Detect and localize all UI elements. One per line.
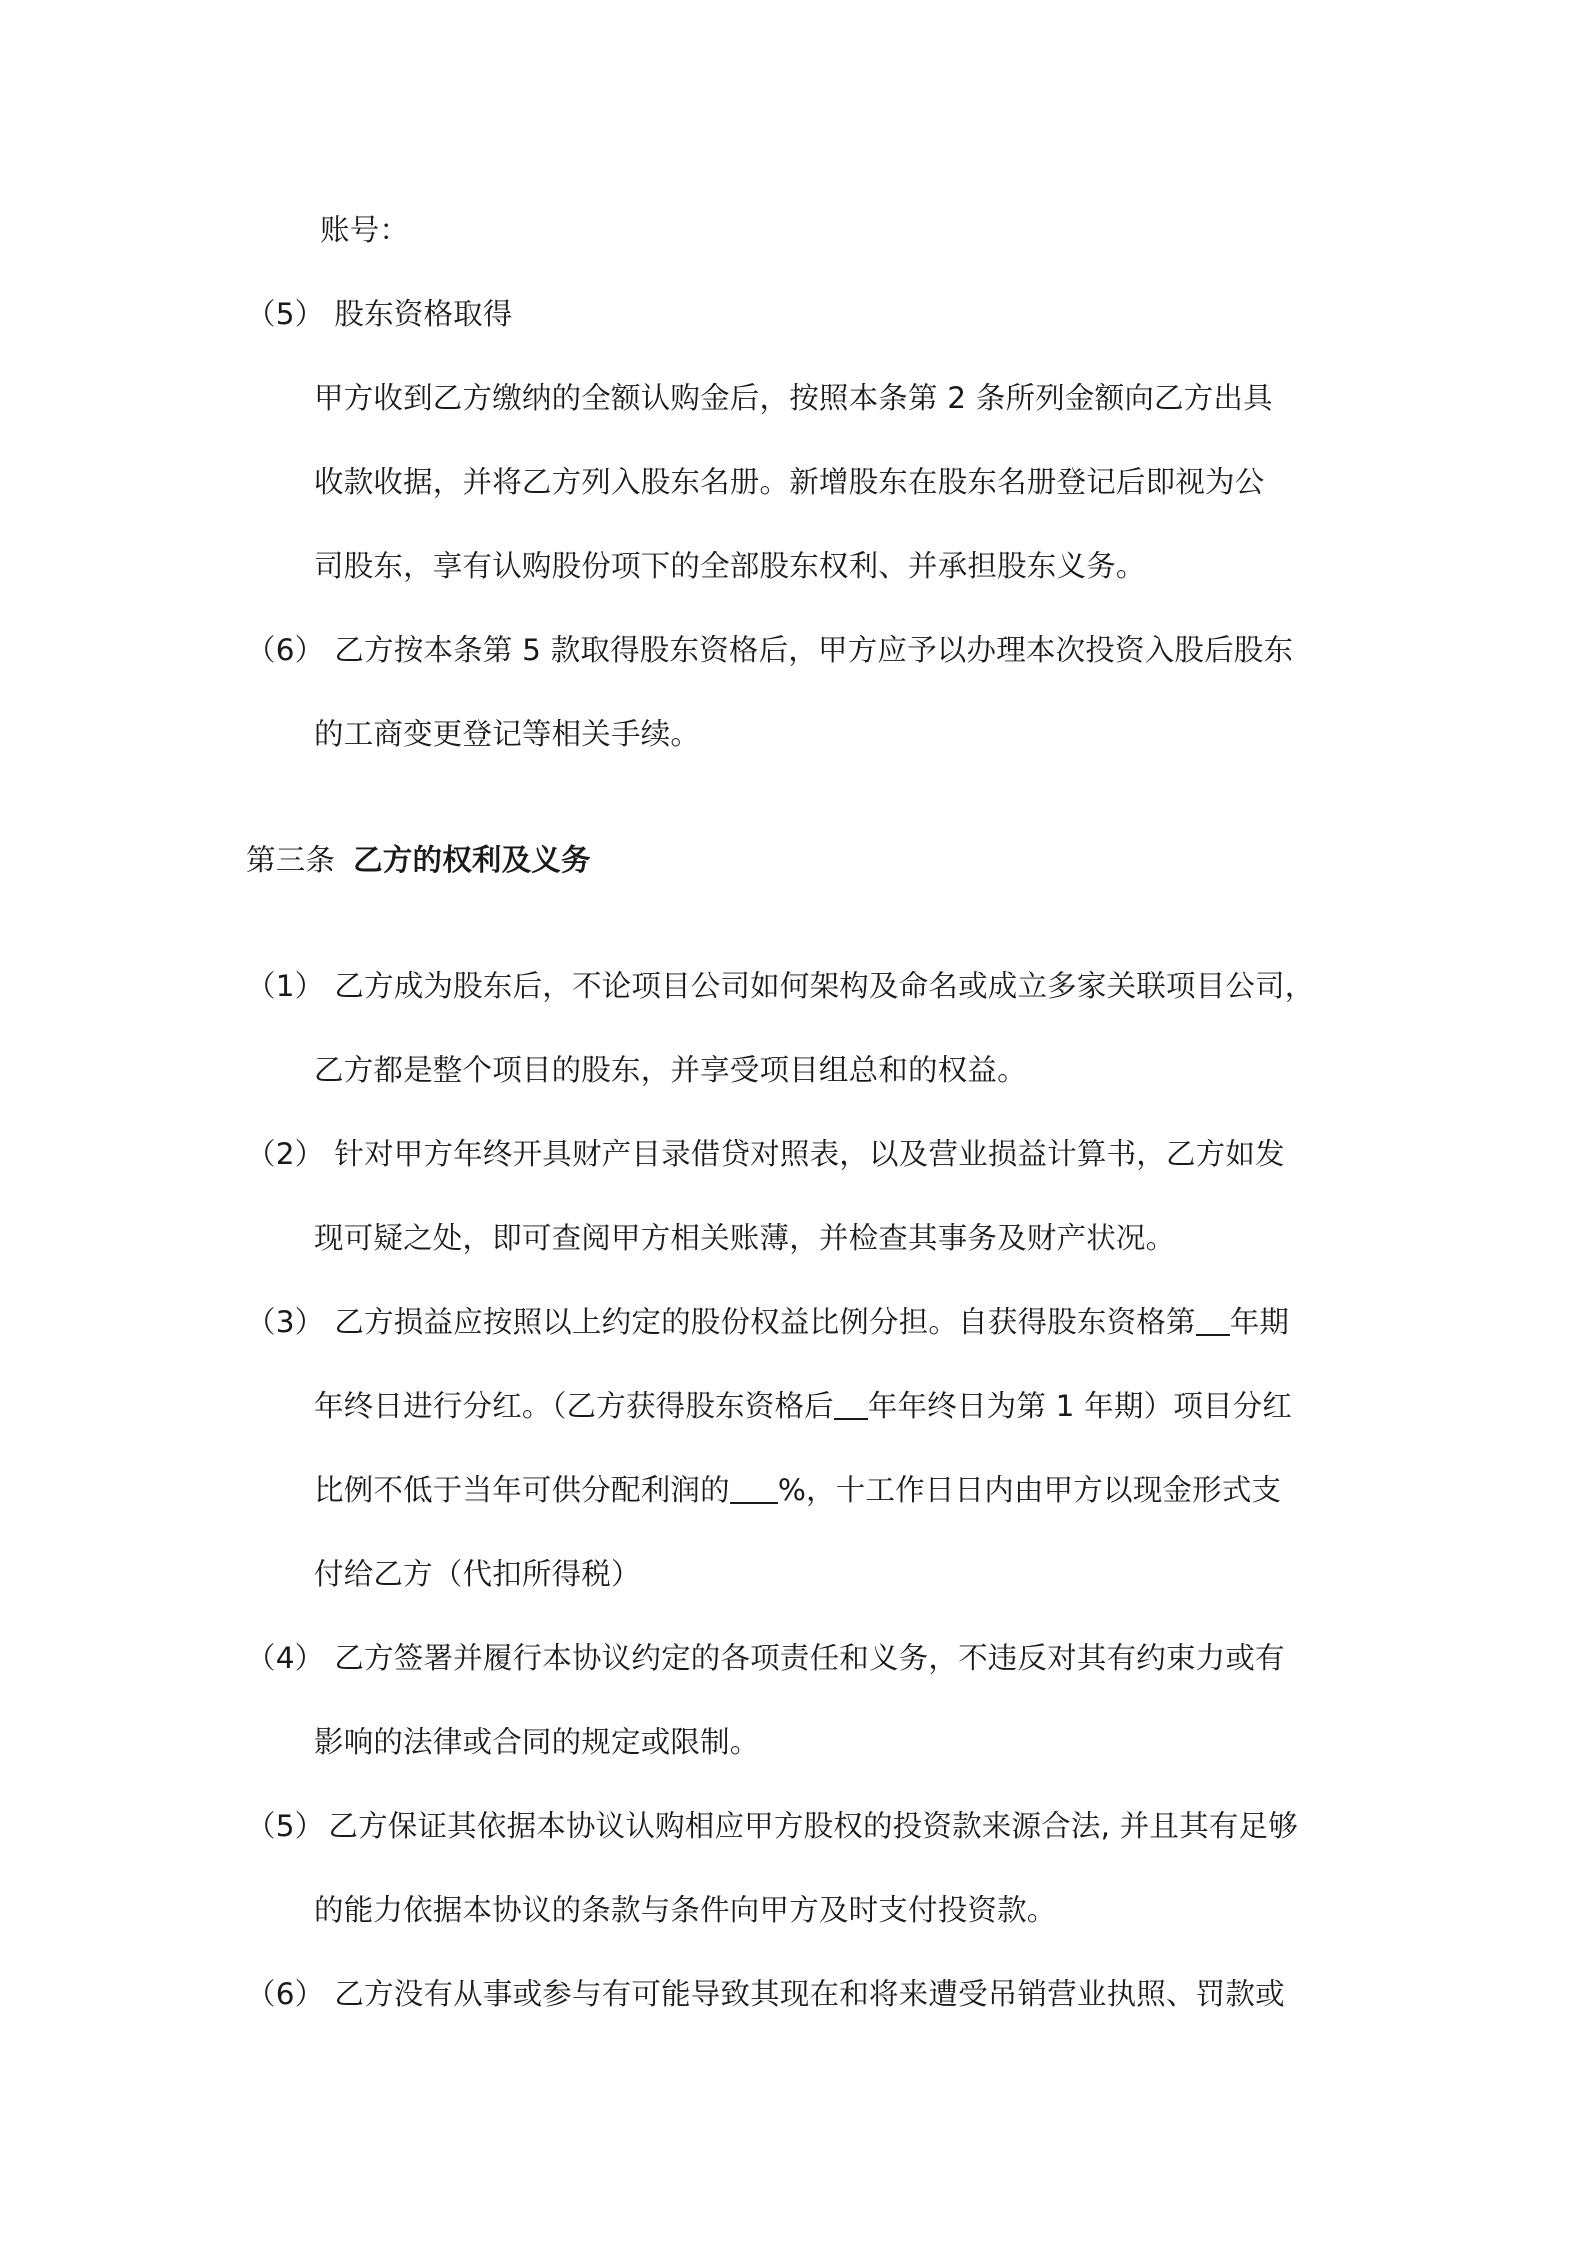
clause2-item5-line-1: 甲方收到乙方缴纳的全额认购金后，按照本条第 2 条所列金额向乙方出具 [314,381,1273,415]
clause2-item6-line-1 [246,630,1293,670]
article3-title: 乙方的权利及义务 [353,843,591,877]
article3-item5-text: 乙方保证其依据本协议认购相应甲方股权的投资款来源合法, 并且其有足够 [328,1809,1298,1843]
account-label: 账号： [320,213,410,247]
clause2-item5-number: （5） [246,297,325,331]
article3-item6-line-1 [246,1974,1285,2014]
article3-item3-line-4: 付给乙方（代扣所得税） [314,1557,641,1591]
article3-item3-line3-text-b: %，十工作日日内由甲方以现金形式支 [777,1473,1282,1507]
article3-item4-number: （4） [246,1641,325,1675]
article3-item2-text: 针对甲方年终开具财产目录借贷对照表，以及营业损益计算书，乙方如发 [334,1137,1285,1171]
article3-item3-line3-text-a: 比例不低于当年可供分配利润的 [314,1473,730,1507]
article3-item1-line-1 [246,966,1314,1006]
clause2-item6-text: 乙方按本条第 5 款取得股东资格后，甲方应予以办理本次投资入股后股东 [334,633,1294,667]
clause2-item5-title: 股东资格取得 [334,297,513,331]
article3-lead: 第三条 [246,843,336,877]
clause2-item6-number: （6） [246,633,325,667]
article3-item5-number: （5） [246,1809,325,1843]
clause2-item5-line-3: 司股东，享有认购股份项下的全部股东权利、并承担股东义务。 [314,549,1146,583]
article3-item6-text: 乙方没有从事或参与有可能导致其现在和将来遭受吊销营业执照、罚款或 [334,1977,1285,2011]
article3-item2-number: （2） [246,1137,325,1171]
year-blank-field-2[interactable] [834,1386,868,1420]
article3-item3-line2-text-b: 年年终日为第 1 年期）项目分红 [867,1389,1293,1423]
article3-item5-line-2: 的能力依据本协议的条款与条件向甲方及时支付投资款。 [314,1893,1057,1927]
article3-item1-number: （1） [246,969,325,1003]
article3-item3-number: （3） [246,1305,325,1339]
article3-item3-text-b: 年期 [1229,1305,1290,1339]
article3-item4-text: 乙方签署并履行本协议约定的各项责任和义务，不违反对其有约束力或有 [334,1641,1285,1675]
article3-item4-line-2: 影响的法律或合同的规定或限制。 [314,1725,760,1759]
clause2-item5-line-2: 收款收据，并将乙方列入股东名册。新增股东在股东名册登记后即视为公 [314,465,1265,499]
year-blank-field[interactable] [1196,1302,1230,1336]
article3-item3-line2-text-a: 年终日进行分红。（乙方获得股东资格后 [314,1389,834,1423]
percent-blank-field[interactable] [730,1470,778,1504]
article3-item3-line-1 [246,1302,1289,1342]
article3-item3-text-a: 乙方损益应按照以上约定的股份权益比例分担。自获得股东资格第 [334,1305,1196,1339]
article3-item6-number: （6） [246,1977,325,2011]
article3-item1-text: 乙方成为股东后，不论项目公司如何架构及命名或成立多家关联项目公司， [334,969,1315,1003]
article3-item2-line-1 [246,1134,1285,1174]
article3-item2-line-2: 现可疑之处，即可查阅甲方相关账薄，并检查其事务及财产状况。 [314,1221,1176,1255]
article3-item1-line-2: 乙方都是整个项目的股东，并享受项目组总和的权益。 [314,1053,1027,1087]
article3-item3-line-2 [314,1386,1292,1426]
article3-heading [246,840,591,880]
article3-item5-line-1 [246,1806,1298,1846]
clause2-item5-heading [246,294,513,334]
article3-item4-line-1 [246,1638,1285,1678]
clause2-item6-line-2: 的工商变更登记等相关手续。 [314,717,701,751]
article3-item3-line-3 [314,1470,1281,1510]
